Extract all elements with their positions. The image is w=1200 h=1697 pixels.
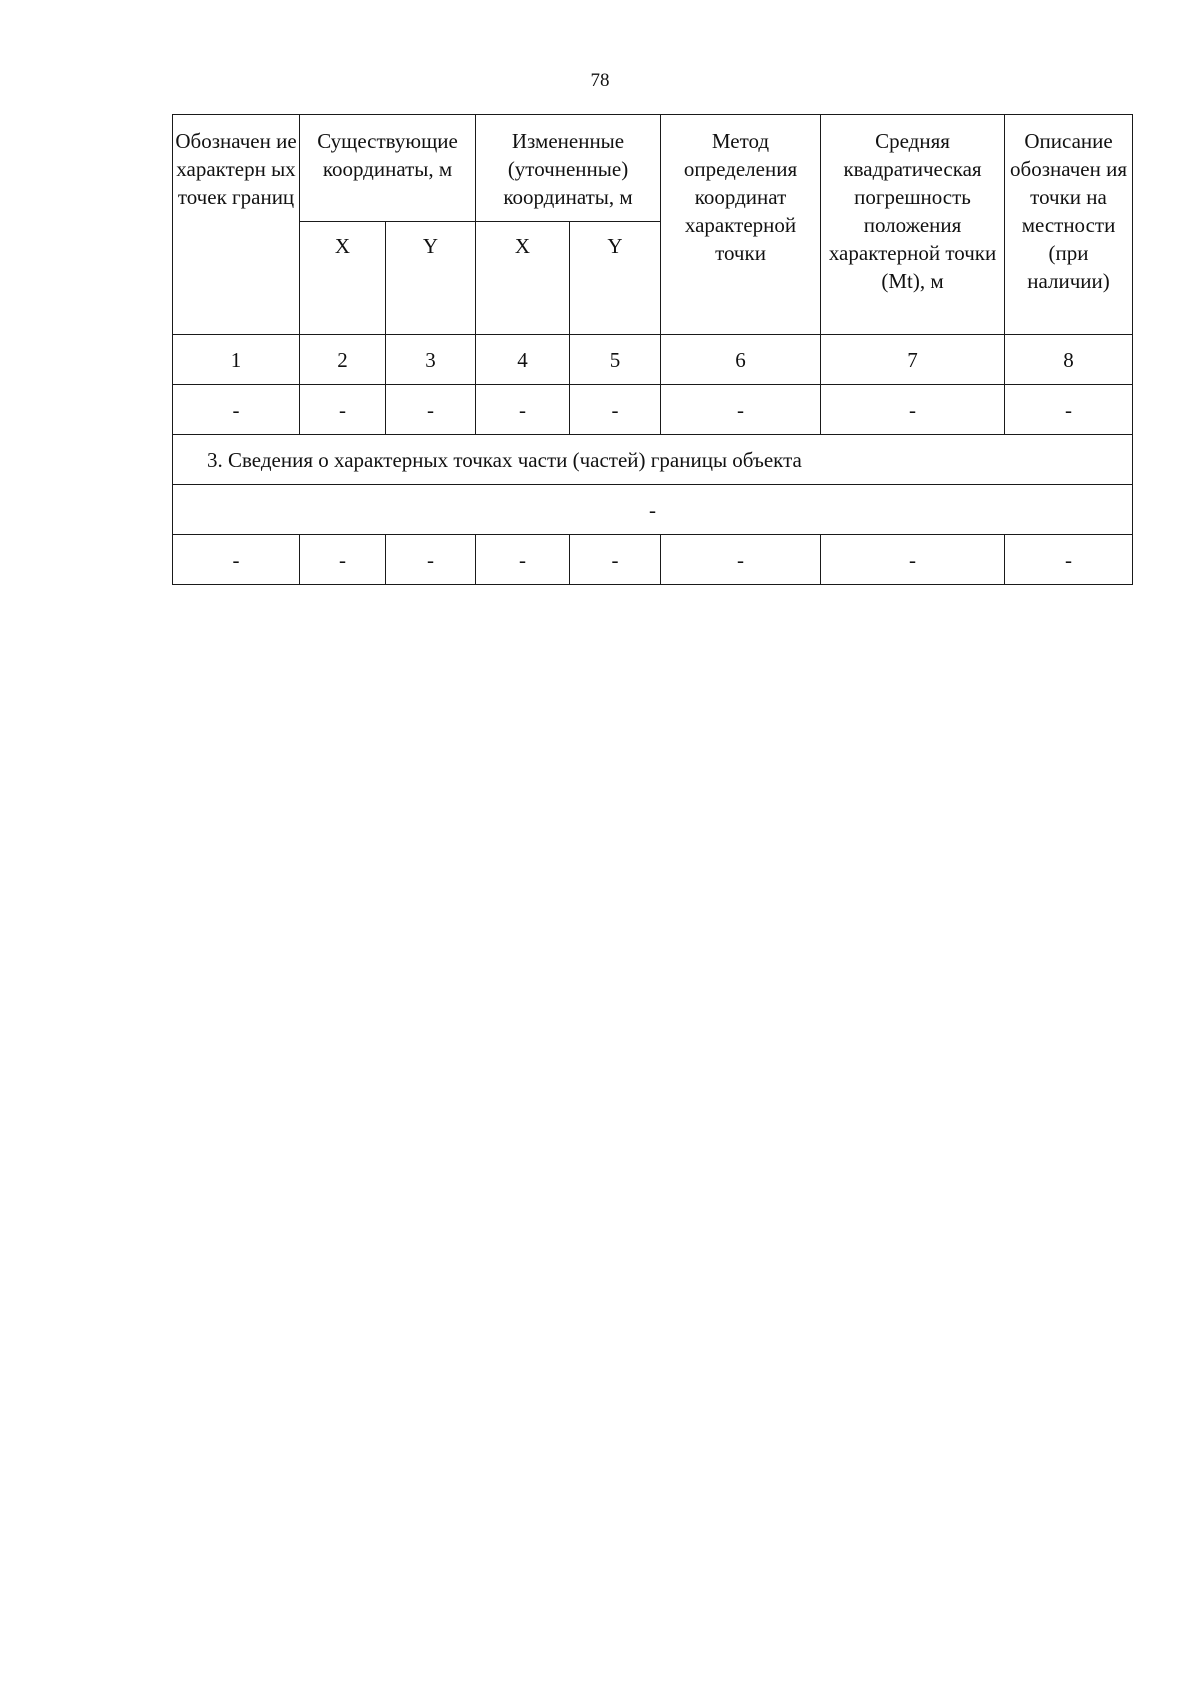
table-cell: - bbox=[386, 385, 476, 435]
table-cell: - bbox=[570, 535, 661, 585]
column-number-cell: 3 bbox=[386, 335, 476, 385]
header-changed-coordinates bbox=[476, 115, 661, 222]
table-cell: - bbox=[386, 535, 476, 585]
header-method bbox=[661, 115, 821, 335]
table-cell: - bbox=[821, 535, 1005, 585]
table-row bbox=[173, 535, 1133, 585]
subheader-label: Y bbox=[607, 234, 623, 258]
subheader-existing-x bbox=[300, 222, 386, 335]
table-cell: - bbox=[173, 385, 300, 435]
column-number-row bbox=[173, 335, 1133, 385]
section-title: 3. Сведения о характерных точках части (частей) границы объекта bbox=[173, 435, 1133, 485]
characteristic-points-table bbox=[172, 114, 1133, 585]
table-cell: - bbox=[300, 385, 386, 435]
column-number-cell: 7 bbox=[821, 335, 1005, 385]
page-number: 78 bbox=[590, 70, 610, 91]
table-cell: - bbox=[661, 385, 821, 435]
section-dash-cell: - bbox=[173, 485, 1133, 535]
section-dash-row bbox=[173, 485, 1133, 535]
column-number-cell: 2 bbox=[300, 335, 386, 385]
section-title-row bbox=[173, 435, 1133, 485]
header-point-designation-label: Обозначен ие характерн ых точек границ bbox=[175, 129, 297, 209]
subheader-label: X bbox=[334, 234, 351, 258]
table-cell: - bbox=[1005, 535, 1133, 585]
table-cell: - bbox=[476, 385, 570, 435]
column-number-cell: 6 bbox=[661, 335, 821, 385]
column-number-cell: 5 bbox=[570, 335, 661, 385]
table-row bbox=[173, 385, 1133, 435]
header-point-description-label: Описание обозначен ия точки на местности (при наличии) bbox=[1010, 129, 1127, 293]
table-cell: - bbox=[300, 535, 386, 585]
table-cell: - bbox=[476, 535, 570, 585]
subheader-changed-x bbox=[476, 222, 570, 335]
header-changed-coordinates-label: Измененные (уточненные) координаты, м bbox=[503, 129, 633, 209]
header-existing-coordinates bbox=[300, 115, 476, 222]
column-number-cell: 8 bbox=[1005, 335, 1133, 385]
header-mean-square-error-label: Средняя квадратическая погрешность положения характерной точки (Mt), м bbox=[828, 129, 997, 293]
table-cell: - bbox=[173, 535, 300, 585]
subheader-label: Y bbox=[422, 234, 439, 258]
subheader-changed-y bbox=[570, 222, 661, 335]
header-existing-coordinates-label: Существующие координаты, м bbox=[317, 129, 458, 181]
header-row bbox=[173, 115, 1133, 222]
subheader-existing-y bbox=[386, 222, 476, 335]
table-cell: - bbox=[1005, 385, 1133, 435]
subheader-label: X bbox=[514, 234, 531, 258]
column-number-cell: 4 bbox=[476, 335, 570, 385]
header-mean-square-error bbox=[821, 115, 1005, 335]
table-cell: - bbox=[570, 385, 661, 435]
table-cell: - bbox=[661, 535, 821, 585]
header-method-label: Метод определения координат характерной точки bbox=[683, 129, 798, 265]
header-point-description bbox=[1005, 115, 1133, 335]
column-number-cell: 1 bbox=[173, 335, 300, 385]
header-point-designation bbox=[173, 115, 300, 335]
table-cell: - bbox=[821, 385, 1005, 435]
